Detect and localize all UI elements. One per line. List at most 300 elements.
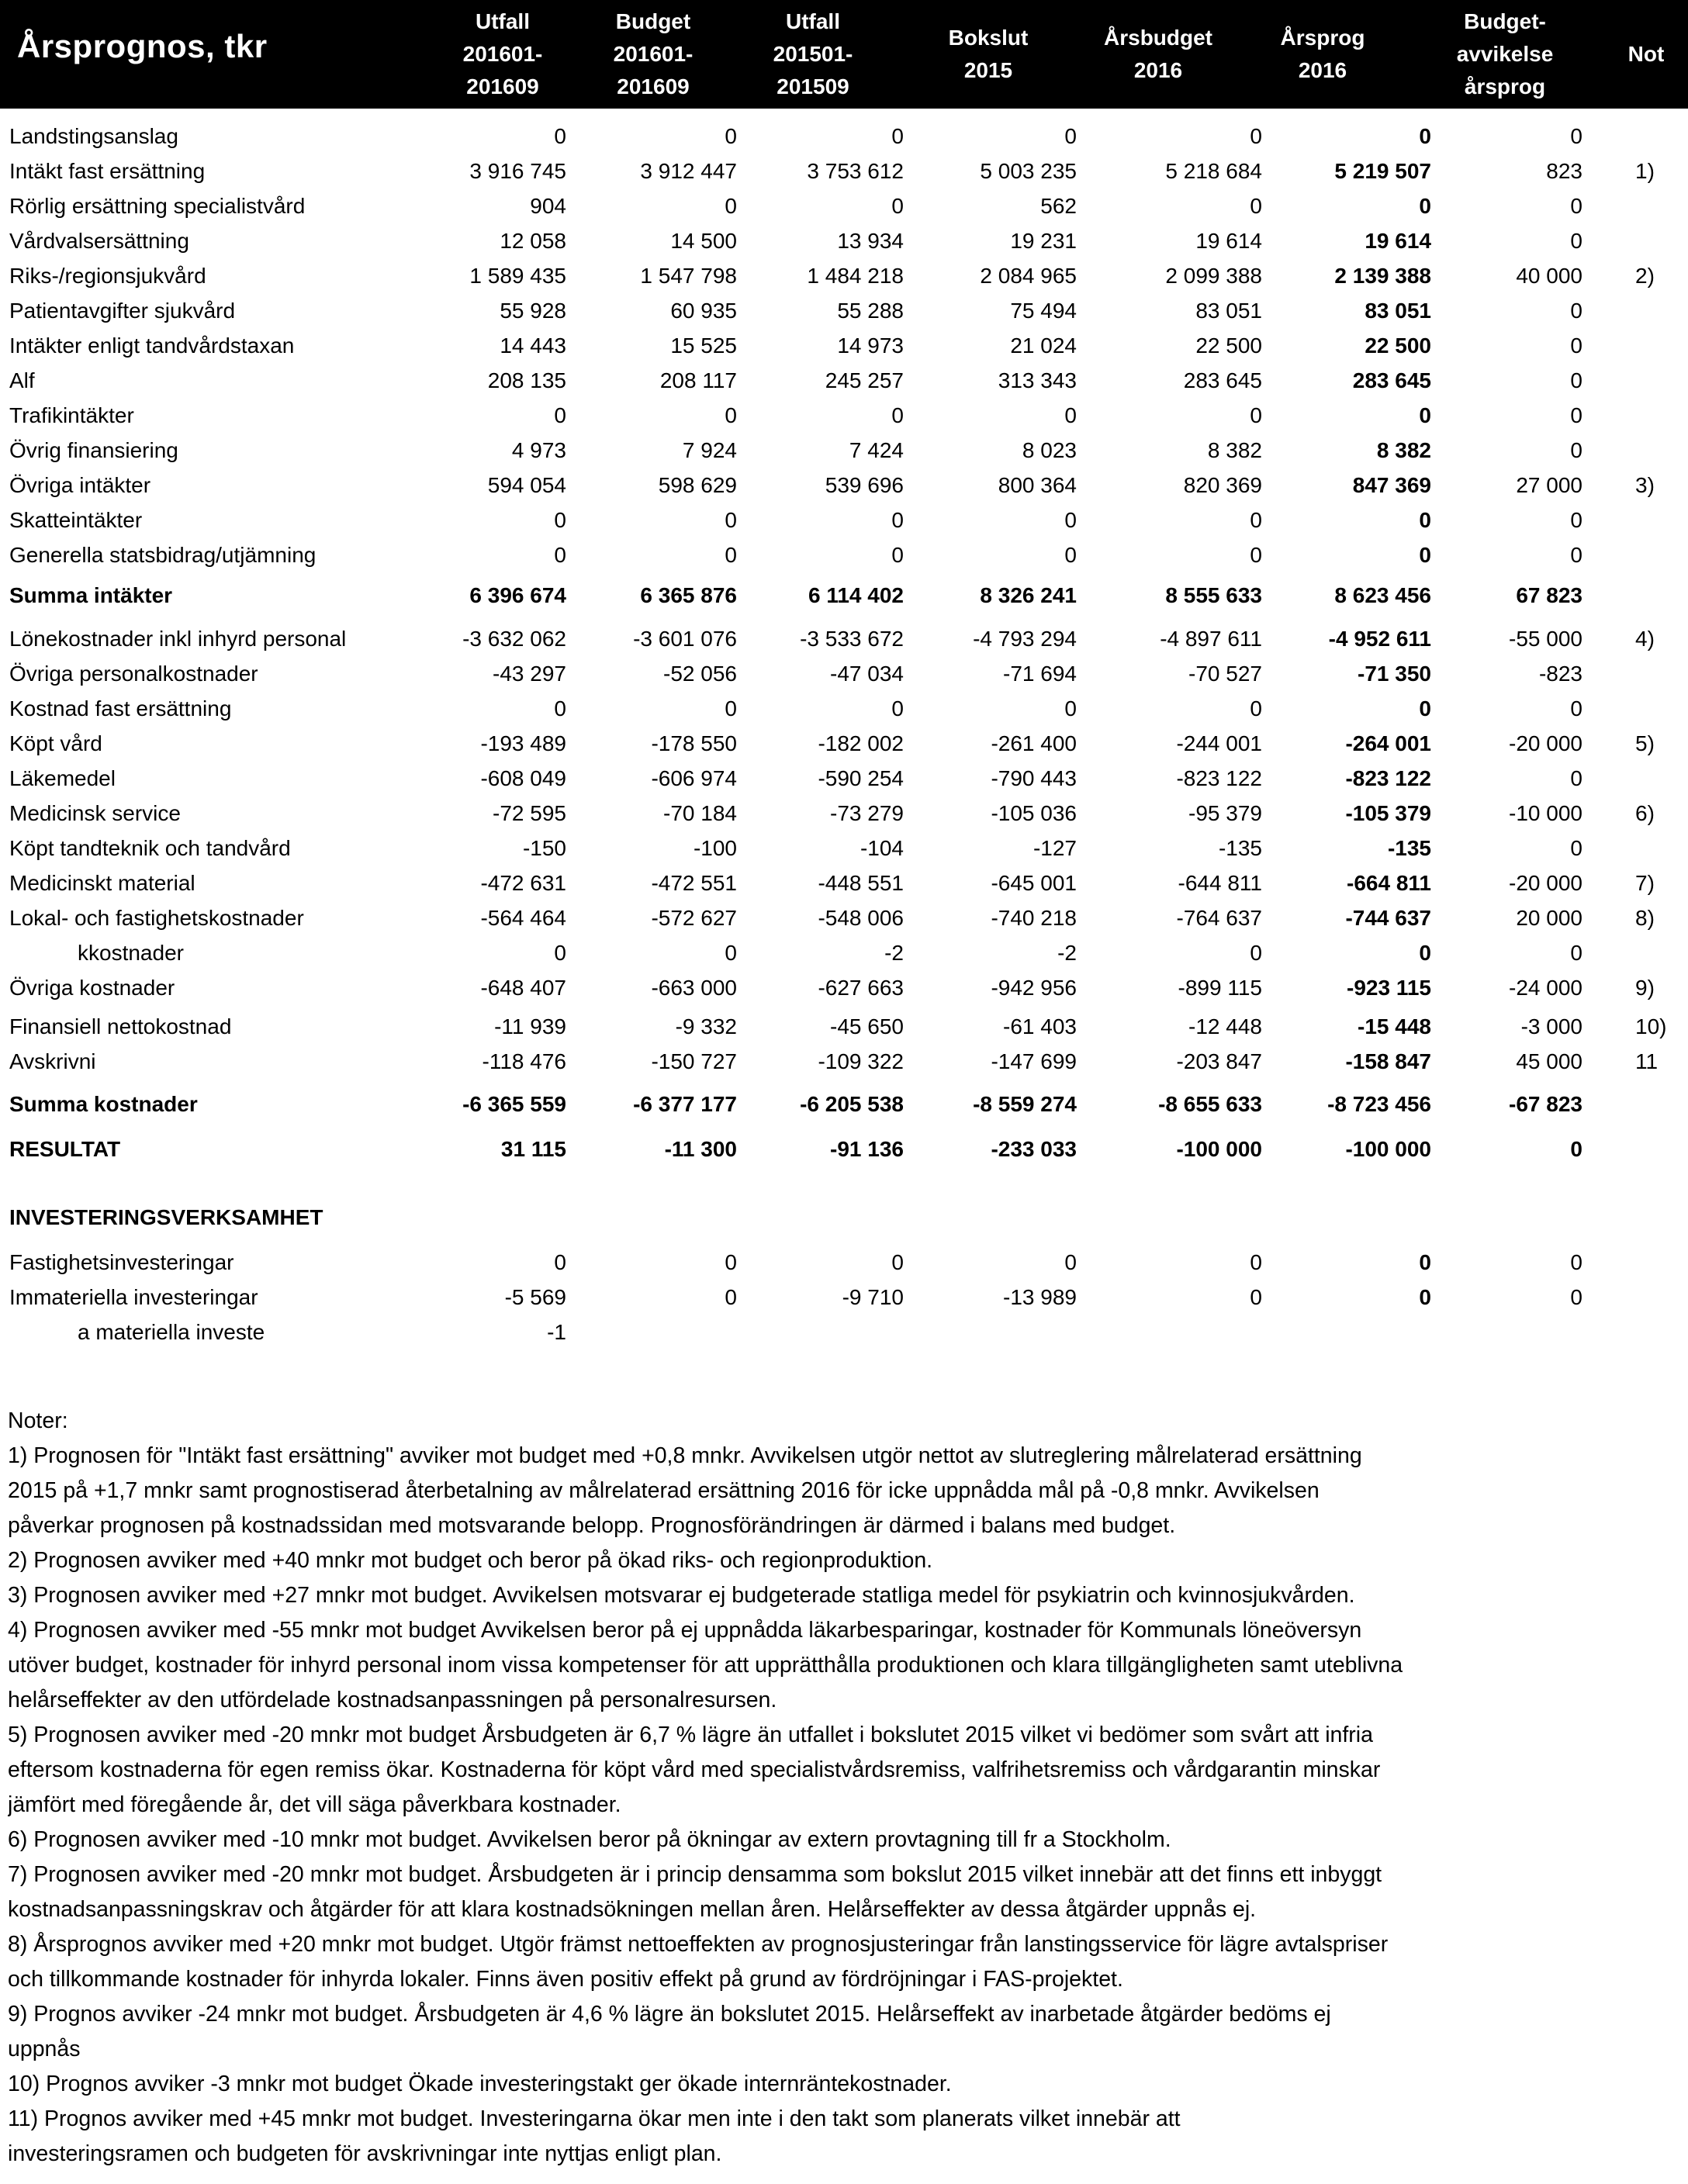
row-label: Övriga kostnader: [9, 976, 175, 1000]
table-cell: -127: [1033, 836, 1077, 860]
table-row: [0, 1010, 1688, 1044]
table-cell: -3 000: [1520, 1014, 1582, 1038]
table-cell: 2 139 388: [1334, 264, 1431, 288]
table-cell: 0: [1570, 333, 1582, 358]
table-cell: 8 382: [1207, 438, 1262, 462]
table-cell: 7 424: [849, 438, 904, 462]
table-cell: -24 000: [1509, 976, 1582, 1000]
note-line: 7) Prognosen avviker med -20 mnkr mot budget. Årsbudgeten är i princip densamma som bokslut 2015 vilket innebär att det finns ett inbyggt: [8, 1862, 1382, 1887]
table-row: [0, 1132, 1688, 1166]
table-cell: 55 928: [500, 299, 566, 323]
note-line: 1) Prognosen för "Intäkt fast ersättning" avviker mot budget med +0,8 mnkr. Avvikelsen utgör nettot av slutreglering målrelaterad ersättning: [8, 1443, 1362, 1468]
table-cell: 0: [1419, 696, 1431, 721]
table-cell: -6 377 177: [633, 1092, 737, 1116]
table-cell: 0: [1064, 1250, 1077, 1274]
table-cell: 0: [1570, 941, 1582, 965]
table-cell: 5 219 507: [1334, 159, 1431, 183]
table-cell: 45 000: [1516, 1049, 1582, 1073]
table-cell: 0: [1250, 194, 1262, 218]
note-line: 8) Årsprognos avviker med +20 mnkr mot budget. Utgör främst nettoeffekten av prognosjusteringar från lanstingsservice för lägre avtalspriser: [8, 1932, 1389, 1957]
table-cell: -472 551: [651, 871, 737, 895]
table-cell: 0: [1250, 124, 1262, 148]
table-row: [0, 831, 1688, 866]
table-cell: 847 369: [1352, 473, 1431, 497]
note-line: investeringsramen och budgeten för avskrivningar inte nyttjas enligt plan.: [8, 2141, 722, 2166]
row-label: INVESTERINGSVERKSAMHET: [9, 1205, 323, 1229]
table-cell: 0: [554, 543, 566, 567]
row-label: Lokal- och fastighetskostnader: [9, 906, 304, 930]
table-cell: 0: [554, 941, 566, 965]
table-cell: -105 036: [991, 801, 1077, 825]
table-cell: -47 034: [830, 662, 904, 686]
table-cell: -10 000: [1509, 801, 1582, 825]
table-cell: -244 001: [1176, 731, 1262, 755]
table-cell: 0: [554, 403, 566, 427]
table-cell: 0: [1419, 403, 1431, 427]
table-cell: 6 396 674: [469, 583, 566, 607]
table-row: [0, 1315, 1688, 1349]
table-cell: 0: [1570, 438, 1582, 462]
table-cell: 0: [1250, 403, 1262, 427]
table-cell: 7 924: [682, 438, 737, 462]
table-cell: 0: [891, 508, 904, 532]
column-header-line: 201509: [777, 74, 849, 98]
table-cell: 283 645: [1352, 368, 1431, 392]
table-row: [0, 364, 1688, 398]
table-row: [0, 797, 1688, 831]
table-cell: 0: [1570, 229, 1582, 253]
table-cell: 0: [891, 1250, 904, 1274]
column-header-line: avvikelse: [1456, 42, 1554, 66]
table-cell: 19 614: [1365, 229, 1431, 253]
note-line: 2015 på +1,7 mnkr samt prognostiserad återbetalning av målrelaterad ersättning 2016 för icke uppnådda mål på -0,8 mnkr. Avvikelsen: [8, 1478, 1320, 1503]
table-cell: 0: [1250, 543, 1262, 567]
table-cell: 0: [1419, 543, 1431, 567]
row-note-ref: 1): [1635, 159, 1655, 183]
table-row: [0, 579, 1688, 613]
table-cell: -8 723 456: [1327, 1092, 1431, 1116]
note-line: helårseffekter av den utfördelade kostnadsanpassningen på personalresursen.: [8, 1688, 777, 1712]
table-cell: -193 489: [480, 731, 566, 755]
row-note-ref: 6): [1635, 801, 1655, 825]
table-cell: -8 559 274: [973, 1092, 1077, 1116]
table-row: [0, 434, 1688, 468]
table-cell: -548 006: [818, 906, 904, 930]
table-row: [0, 224, 1688, 258]
row-note-ref: 9): [1635, 976, 1655, 1000]
table-cell: -43 297: [493, 662, 566, 686]
row-label: Övriga intäkter: [9, 473, 151, 497]
row-label: Immateriella investeringar: [9, 1285, 258, 1309]
note-line: 10) Prognos avviker -3 mnkr mot budget Ökade investeringstakt ger ökade internräntekostnader.: [8, 2072, 952, 2096]
table-cell: 245 257: [825, 368, 904, 392]
table-cell: 19 231: [1010, 229, 1077, 253]
table-cell: -118 476: [482, 1049, 566, 1073]
table-cell: 0: [1250, 1285, 1262, 1309]
table-cell: 27 000: [1516, 473, 1582, 497]
table-cell: 0: [1570, 194, 1582, 218]
table-cell: 15 525: [670, 333, 737, 358]
table-cell: 0: [891, 403, 904, 427]
row-note-ref: 11: [1635, 1049, 1659, 1073]
table-cell: 1 547 798: [640, 264, 737, 288]
note-line: 2) Prognosen avviker med +40 mnkr mot budget och beror på ökad riks- och regionproduktion.: [8, 1548, 933, 1573]
table-cell: -91 136: [830, 1137, 904, 1161]
row-label: Skatteintäkter: [9, 508, 143, 532]
table-cell: -790 443: [991, 766, 1077, 790]
table-cell: 0: [1570, 124, 1582, 148]
table-cell: -572 627: [651, 906, 737, 930]
table-cell: 67 823: [1516, 583, 1582, 607]
row-note-ref: 2): [1635, 264, 1655, 288]
note-line: påverkar prognosen på kostnadssidan med motsvarande belopp. Prognosförändringen är därmed i balans med budget.: [8, 1513, 1176, 1538]
table-row: [0, 936, 1688, 970]
table-cell: 0: [1250, 508, 1262, 532]
table-cell: 40 000: [1516, 264, 1582, 288]
table-cell: 0: [1250, 696, 1262, 721]
row-label: a materiella investe: [78, 1320, 265, 1344]
table-cell: -648 407: [480, 976, 566, 1000]
table-cell: 83 051: [1365, 299, 1431, 323]
row-label: Summa intäkter: [9, 583, 173, 607]
table-cell: 0: [1419, 1285, 1431, 1309]
table-cell: -740 218: [991, 906, 1077, 930]
note-line: 4) Prognosen avviker med -55 mnkr mot budget Avvikelsen beror på ej uppnådda läkarbesparingar, kostnader för Kommunals löneöversyn: [8, 1618, 1362, 1643]
table-row: [0, 329, 1688, 363]
note-line: 3) Prognosen avviker med +27 mnkr mot budget. Avvikelsen motsvarar ej budgeterade statliga medel för psykiatrin och kvinnosjukvården.: [8, 1583, 1355, 1608]
row-label: Övriga personalkostnader: [9, 662, 258, 686]
table-cell: -55 000: [1509, 627, 1582, 651]
table-cell: 8 326 241: [980, 583, 1077, 607]
row-label: Summa kostnader: [9, 1092, 198, 1116]
table-cell: -472 631: [480, 871, 566, 895]
row-label: Landstingsanslag: [9, 124, 178, 148]
table-cell: 0: [1250, 941, 1262, 965]
column-header-line: 201601-: [613, 42, 694, 66]
table-cell: -12 448: [1188, 1014, 1262, 1038]
table-cell: 55 288: [837, 299, 904, 323]
table-cell: 3 753 612: [807, 159, 904, 183]
table-cell: -5 569: [504, 1285, 566, 1309]
row-label: Köpt vård: [9, 731, 102, 755]
table-cell: 5 218 684: [1165, 159, 1262, 183]
table-cell: 0: [1570, 299, 1582, 323]
table-cell: 0: [891, 543, 904, 567]
table-row: [0, 1280, 1688, 1315]
table-row: [0, 727, 1688, 761]
table-row: [0, 971, 1688, 1005]
table-cell: -3 601 076: [633, 627, 737, 651]
row-label: Övrig finansiering: [9, 438, 178, 462]
table-row: [0, 189, 1688, 223]
table-cell: 1 589 435: [469, 264, 566, 288]
column-header-line: 2016: [1133, 58, 1183, 82]
notes-heading: Noter:: [8, 1408, 68, 1433]
column-header-line: Not: [1627, 42, 1665, 66]
table-row: [0, 901, 1688, 935]
table-cell: -899 115: [1178, 976, 1262, 1000]
row-note-ref: 3): [1635, 473, 1655, 497]
table-cell: 0: [725, 1285, 737, 1309]
table-cell: -70 184: [663, 801, 737, 825]
column-header-line: Bokslut: [948, 26, 1029, 50]
table-cell: 22 500: [1195, 333, 1262, 358]
table-cell: -4 897 611: [1160, 627, 1262, 651]
table-cell: 0: [1419, 124, 1431, 148]
table-cell: 0: [1419, 508, 1431, 532]
table-cell: -644 811: [1178, 871, 1262, 895]
table-cell: -11 939: [494, 1014, 566, 1038]
table-cell: -645 001: [991, 871, 1077, 895]
table-cell: 22 500: [1365, 333, 1431, 358]
table-cell: -100: [693, 836, 737, 860]
table-cell: 8 555 633: [1165, 583, 1262, 607]
table-cell: 0: [1570, 403, 1582, 427]
row-label: Vårdvalsersättning: [9, 229, 189, 253]
table-row: [0, 538, 1688, 572]
row-label: kkostnader: [78, 941, 184, 965]
table-cell: -147 699: [991, 1049, 1077, 1073]
table-row: [0, 294, 1688, 328]
table-cell: -105 379: [1345, 801, 1431, 825]
row-label: Intäkter enligt tandvårdstaxan: [9, 333, 295, 358]
row-note-ref: 4): [1635, 627, 1655, 651]
table-cell: -182 002: [818, 731, 904, 755]
table-cell: 0: [1064, 543, 1077, 567]
table-row: [0, 1087, 1688, 1121]
table-cell: -823 122: [1176, 766, 1262, 790]
table-cell: 4 973: [511, 438, 566, 462]
table-cell: 0: [725, 403, 737, 427]
table-cell: 21 024: [1010, 333, 1077, 358]
table-row: [0, 1201, 1688, 1235]
table-row: [0, 259, 1688, 293]
note-line: och tillkommande kostnader för inhyrda lokaler. Finns även positiv effekt på grund av fördröjningar i FAS-projektet.: [8, 1967, 1123, 1992]
note-line: 9) Prognos avviker -24 mnkr mot budget. Årsbudgeten är 4,6 % lägre än bokslutet 2015. Helårseffekt av inarbetade åtgärder bedöms ej: [8, 2002, 1331, 2027]
table-cell: -70 527: [1188, 662, 1262, 686]
row-note-ref: 8): [1635, 906, 1655, 930]
table-cell: -73 279: [830, 801, 904, 825]
table-cell: -261 400: [991, 731, 1077, 755]
row-label: Riks-/regionsjukvård: [9, 264, 206, 288]
table-cell: 0: [1419, 194, 1431, 218]
table-cell: 0: [725, 1250, 737, 1274]
table-cell: 0: [725, 194, 737, 218]
table-cell: -744 637: [1345, 906, 1431, 930]
row-label: Alf: [9, 368, 35, 392]
table-cell: -15 448: [1358, 1014, 1431, 1038]
table-cell: 904: [530, 194, 566, 218]
column-header-line: Utfall: [475, 9, 530, 33]
table-cell: 0: [1064, 508, 1077, 532]
table-cell: -764 637: [1176, 906, 1262, 930]
table-cell: 5 003 235: [980, 159, 1077, 183]
table-cell: -109 322: [818, 1049, 904, 1073]
column-header-line: Budget: [615, 9, 691, 33]
table-cell: -264 001: [1345, 731, 1431, 755]
table-cell: 14 973: [837, 333, 904, 358]
row-label: Läkemedel: [9, 766, 116, 790]
table-cell: 19 614: [1195, 229, 1262, 253]
table-cell: 2 084 965: [980, 264, 1077, 288]
note-line: uppnås: [8, 2037, 81, 2061]
table-cell: 0: [725, 508, 737, 532]
table-cell: 283 645: [1183, 368, 1262, 392]
row-note-ref: 7): [1635, 871, 1655, 895]
table-cell: -627 663: [818, 976, 904, 1000]
row-label: Intäkt fast ersättning: [9, 159, 206, 183]
table-cell: -2: [884, 941, 904, 965]
table-cell: 13 934: [837, 229, 904, 253]
column-header-line: 201601-: [462, 42, 543, 66]
table-cell: 0: [725, 543, 737, 567]
column-header-line: Utfall: [785, 9, 840, 33]
table-cell: -135: [1387, 836, 1431, 860]
table-cell: -20 000: [1509, 871, 1582, 895]
table-cell: 12 058: [500, 229, 566, 253]
table-row: [0, 503, 1688, 537]
row-label: Trafikintäkter: [9, 403, 134, 427]
table-cell: -104: [860, 836, 904, 860]
table-row: [0, 657, 1688, 691]
table-cell: 0: [1570, 368, 1582, 392]
column-header-line: 201501-: [773, 42, 853, 66]
table-cell: 0: [725, 941, 737, 965]
table-row: [0, 622, 1688, 656]
table-cell: -564 464: [480, 906, 566, 930]
table-cell: -3 533 672: [800, 627, 904, 651]
table-cell: -20 000: [1509, 731, 1582, 755]
table-cell: -823: [1538, 662, 1582, 686]
table-cell: -71 694: [1003, 662, 1077, 686]
table-cell: -150: [522, 836, 566, 860]
table-cell: 0: [1570, 1137, 1582, 1161]
table-cell: 539 696: [825, 473, 904, 497]
table-cell: -823 122: [1345, 766, 1431, 790]
table-row: [0, 399, 1688, 433]
table-cell: 0: [725, 696, 737, 721]
table-cell: 0: [554, 124, 566, 148]
table-cell: -923 115: [1347, 976, 1431, 1000]
table-row: [0, 1045, 1688, 1079]
table-cell: 0: [1419, 941, 1431, 965]
table-cell: 0: [1570, 543, 1582, 567]
table-row: [0, 1246, 1688, 1280]
table-cell: 820 369: [1183, 473, 1262, 497]
table-cell: -590 254: [818, 766, 904, 790]
table-cell: -100 000: [1176, 1137, 1262, 1161]
column-header-line: 2015: [963, 58, 1013, 82]
table-cell: -150 727: [651, 1049, 737, 1073]
row-label: Kostnad fast ersättning: [9, 696, 232, 721]
table-cell: 0: [554, 1250, 566, 1274]
table-cell: -664 811: [1347, 871, 1431, 895]
table-cell: -100 000: [1345, 1137, 1431, 1161]
table-cell: 6 365 876: [640, 583, 737, 607]
notes-section: [8, 1404, 1679, 2172]
table-cell: 0: [725, 124, 737, 148]
table-cell: -71 350: [1358, 662, 1431, 686]
table-cell: -135: [1218, 836, 1262, 860]
table-cell: 313 343: [998, 368, 1077, 392]
table-cell: 83 051: [1195, 299, 1262, 323]
table-cell: 20 000: [1516, 906, 1582, 930]
table-cell: -6 365 559: [462, 1092, 566, 1116]
row-note-ref: 5): [1635, 731, 1655, 755]
table-cell: -663 000: [651, 976, 737, 1000]
table-cell: -4 952 611: [1328, 627, 1431, 651]
table-cell: 0: [891, 696, 904, 721]
table-cell: 0: [1064, 403, 1077, 427]
table-cell: -606 974: [651, 766, 737, 790]
table-cell: -942 956: [991, 976, 1077, 1000]
table-cell: 0: [1419, 1250, 1431, 1274]
table-cell: -45 650: [830, 1014, 904, 1038]
table-cell: -67 823: [1509, 1092, 1582, 1116]
table-row: [0, 154, 1688, 188]
table-cell: -9 332: [675, 1014, 737, 1038]
row-label: Fastighetsinvesteringar: [9, 1250, 234, 1274]
table-cell: 3 916 745: [469, 159, 566, 183]
row-label: Medicinsk service: [9, 801, 181, 825]
row-label: Patientavgifter sjukvård: [9, 299, 236, 323]
table-cell: -2: [1057, 941, 1077, 965]
table-cell: 208 135: [487, 368, 566, 392]
row-note-ref: 10): [1635, 1014, 1667, 1038]
table-cell: 0: [1570, 836, 1582, 860]
table-cell: -178 550: [651, 731, 737, 755]
table-cell: -158 847: [1345, 1049, 1431, 1073]
table-cell: 0: [1250, 1250, 1262, 1274]
table-cell: 3 912 447: [640, 159, 737, 183]
row-label: Rörlig ersättning specialistvård: [9, 194, 306, 218]
note-line: jämfört med föregående år, det vill säga påverkbara kostnader.: [8, 1792, 621, 1817]
table-cell: 0: [1570, 766, 1582, 790]
row-label: RESULTAT: [9, 1137, 121, 1161]
column-header-line: Årsprog: [1280, 26, 1365, 50]
table-row: [0, 119, 1688, 154]
table-cell: 14 443: [500, 333, 566, 358]
row-label: Avskrivni: [9, 1049, 96, 1073]
table-row: [0, 468, 1688, 503]
table-cell: -6 205 538: [800, 1092, 904, 1116]
row-label: Lönekostnader inkl inhyrd personal: [9, 627, 347, 651]
table-cell: -9 710: [842, 1285, 904, 1309]
table-cell: 14 500: [670, 229, 737, 253]
table-cell: 0: [891, 124, 904, 148]
table-cell: -11 300: [664, 1137, 737, 1161]
table-cell: 0: [891, 194, 904, 218]
table-cell: 8 023: [1022, 438, 1077, 462]
table-cell: 0: [1570, 696, 1582, 721]
table-cell: 598 629: [658, 473, 737, 497]
column-header-line: 201609: [617, 74, 690, 98]
note-line: kostnadsanpassningskrav och åtgärder för att klara kostnadsökningen mellan åren. Helårseffekter av dessa åtgärder uppnås ej.: [8, 1897, 1257, 1922]
column-header-line: Årsbudget: [1104, 26, 1212, 50]
column-header-line: Budget-: [1464, 9, 1546, 33]
table-cell: 0: [1570, 1285, 1582, 1309]
table-cell: -95 379: [1188, 801, 1262, 825]
row-label: Köpt tandteknik och tandvård: [9, 836, 291, 860]
table-cell: 0: [1570, 508, 1582, 532]
table-cell: -1: [547, 1320, 566, 1344]
row-label: Generella statsbidrag/utjämning: [9, 543, 316, 567]
table-cell: 594 054: [487, 473, 566, 497]
row-label: Medicinskt material: [9, 871, 195, 895]
table-cell: -52 056: [663, 662, 737, 686]
note-line: utöver budget, kostnader för inhyrd personal inom vissa kompetenser för att upprätthålla produktionen och klara tillgängligheten samt uteblivna: [8, 1653, 1403, 1678]
table-cell: 0: [554, 696, 566, 721]
